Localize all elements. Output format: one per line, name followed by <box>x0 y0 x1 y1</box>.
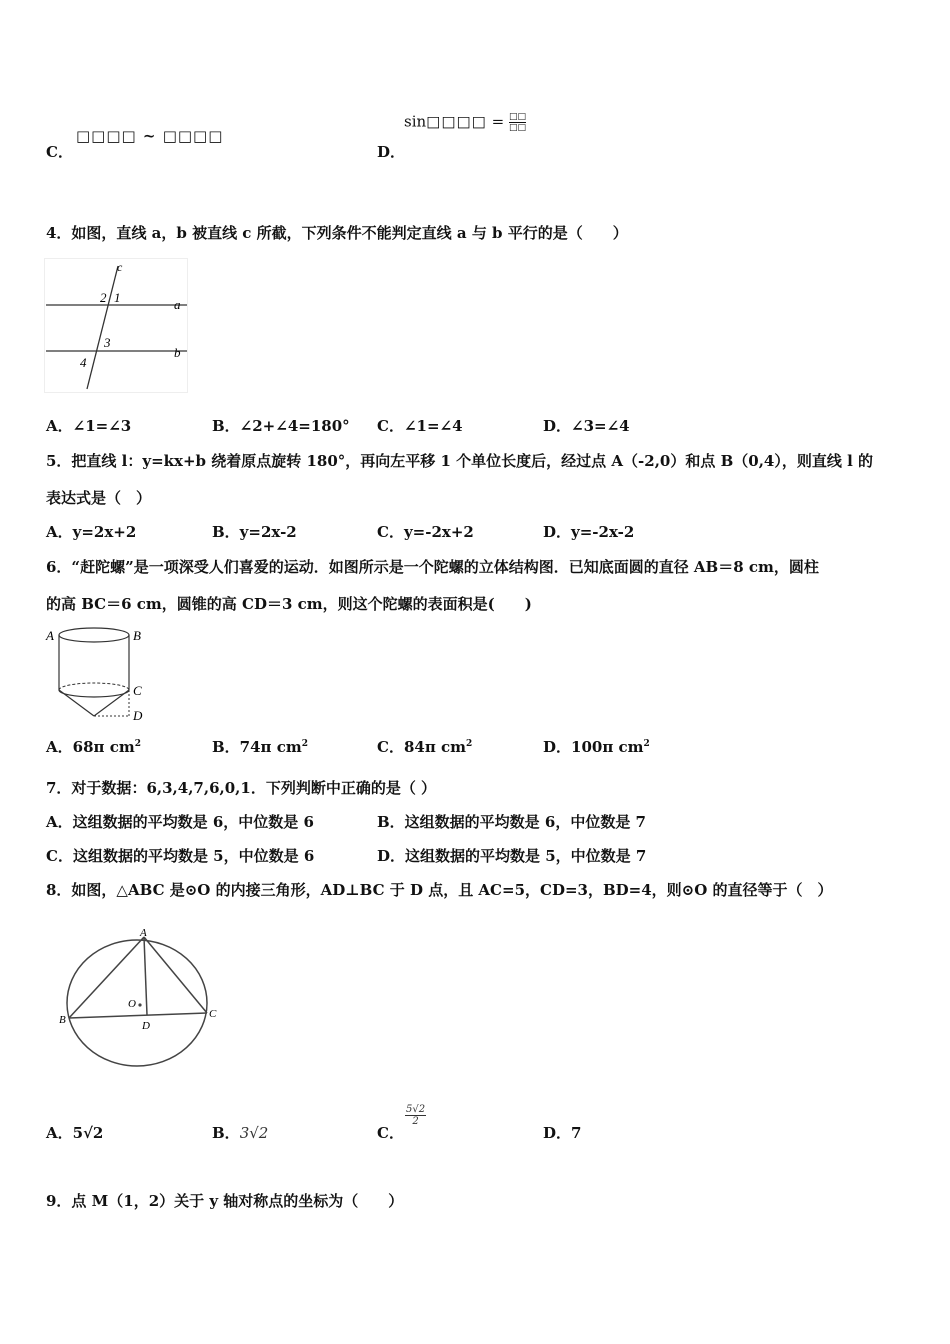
q7-option-a: A．这组数据的平均数是 6，中位数是 6 <box>46 813 314 831</box>
q4-label-4: 4 <box>80 355 87 370</box>
q8-option-c-num: 5√2 <box>406 1104 426 1115</box>
q3-fraction-den: □□ <box>509 123 527 133</box>
q3-fraction-num: □□ <box>509 112 527 122</box>
q3-fraction <box>509 112 526 133</box>
q6-option-d-sup: 2 <box>643 739 650 749</box>
q5-stem-line1: 5．把直线 l：y=kx+b 绕着原点旋转 180°，再向左平移 1 个单位长度后，经过点 A（-2,0）和点 B（0,4），则直线 l 的 <box>46 452 873 470</box>
q8-option-c-den: 2 <box>412 1116 419 1127</box>
q6-label-b: B <box>133 628 141 643</box>
q8-side-bc <box>69 1013 207 1018</box>
q8-altitude-ad <box>144 937 147 1015</box>
q5-option-a: A．y=2x+2 <box>46 523 137 541</box>
q3-sin-arg: □□□□ <box>426 112 487 131</box>
q9-stem: 9．点 M（1，2）关于 y 轴对称点的坐标为（ ） <box>46 1192 404 1210</box>
q7-option-b: B．这组数据的平均数是 6，中位数是 7 <box>377 813 646 831</box>
q4-parallel-lines-figure <box>44 258 189 394</box>
q8-label-o: O <box>128 998 136 1010</box>
q6-top-ellipse <box>59 628 129 642</box>
q4-option-b: B．∠2+∠4=180° <box>212 417 350 435</box>
q6-option-d-text: D．100π cm <box>543 738 644 756</box>
q8-option-b-value: 3√2 <box>239 1124 269 1142</box>
q8-option-a-label: A． <box>46 1124 73 1142</box>
q6-stem-line2: 的高 BC＝6 cm，圆锥的高 CD＝3 cm，则这个陀螺的表面积是( ) <box>46 595 532 613</box>
q6-label-a: A <box>46 628 54 643</box>
q3-option-c-label: C． <box>46 143 73 161</box>
q6-stem-line1: 6．“赶陀螺”是一项深受人们喜爱的运动．如图所示是一个陀螺的立体结构图．已知底面圆的直径 AB＝8 cm，圆柱 <box>46 558 819 576</box>
q3-sin: sin <box>404 112 427 131</box>
q8-side-ac <box>144 937 207 1013</box>
q7-stem: 7．对于数据：6,3,4,7,6,0,1．下列判断中正确的是（ ） <box>46 779 437 797</box>
q4-label-3: 3 <box>104 335 111 350</box>
q8-label-b: B <box>59 1014 66 1026</box>
q6-option-b-sup: 2 <box>301 739 309 749</box>
q6-option-d <box>543 736 650 757</box>
q4-option-a: A．∠1=∠3 <box>46 417 132 435</box>
q7-option-d: D．这组数据的平均数是 5，中位数是 7 <box>377 847 647 865</box>
q4-line-c <box>87 266 118 389</box>
q8-option-b <box>212 1122 268 1143</box>
q6-label-d: D <box>133 708 143 723</box>
q8-option-c-fraction <box>405 1104 426 1127</box>
q6-option-a <box>46 736 141 757</box>
q5-option-d: D．y=-2x-2 <box>543 523 635 541</box>
q8-circle <box>67 940 207 1066</box>
q4-label-b: b <box>174 345 181 360</box>
q6-label-c: C <box>133 683 142 698</box>
q8-stem: 8．如图，△ABC 是⊙O 的内接三角形，AD⊥BC 于 D 点，且 AC=5，CD=3，BD=4，则⊙O 的直径等于（ ） <box>46 881 833 899</box>
q5-option-c: C．y=-2x+2 <box>377 523 474 541</box>
q8-option-c-label: C． <box>377 1124 404 1142</box>
q8-option-c <box>377 1122 404 1143</box>
q3-option-d-expression <box>404 112 526 133</box>
q6-option-c <box>377 736 472 757</box>
q3-option-c-expression: □□□□ ~ □□□□ <box>76 127 224 145</box>
q6-option-a-sup: 2 <box>134 739 141 749</box>
q3-equals: = <box>491 112 505 131</box>
q4-label-a: a <box>174 297 181 312</box>
q6-spinning-top-figure <box>44 624 154 724</box>
q5-stem-line2: 表达式是（ ） <box>46 489 152 507</box>
q8-label-a: A <box>140 927 147 939</box>
q4-option-d: D．∠3=∠4 <box>543 417 630 435</box>
q8-option-d: D．7 <box>543 1124 582 1142</box>
q6-option-a-text: A．68π cm <box>46 738 135 756</box>
q4-stem: 4．如图，直线 a，b 被直线 c 所截，下列条件不能判定直线 a 与 b 平行的是（ ） <box>46 224 628 242</box>
q3-option-d-label: D． <box>377 143 406 161</box>
q4-label-2: 2 <box>100 290 107 305</box>
q8-center-dot <box>138 1003 141 1006</box>
q8-label-c: C <box>209 1008 217 1020</box>
q4-label-1: 1 <box>114 290 121 305</box>
q8-label-d: D <box>142 1020 150 1032</box>
q6-option-c-text: C．84π cm <box>377 738 467 756</box>
q8-option-a <box>46 1122 103 1143</box>
q6-option-b <box>212 736 308 757</box>
q8-circle-triangle-figure <box>56 922 226 1072</box>
q4-option-c: C．∠1=∠4 <box>377 417 463 435</box>
q8-option-a-value: 5√2 <box>72 1124 104 1142</box>
q7-option-c: C．这组数据的平均数是 5，中位数是 6 <box>46 847 315 865</box>
q8-option-b-label: B． <box>212 1124 240 1142</box>
q6-option-b-text: B．74π cm <box>212 738 302 756</box>
q5-option-b: B．y=2x-2 <box>212 523 297 541</box>
q4-label-c: c <box>117 260 123 274</box>
q6-option-c-sup: 2 <box>466 739 473 749</box>
